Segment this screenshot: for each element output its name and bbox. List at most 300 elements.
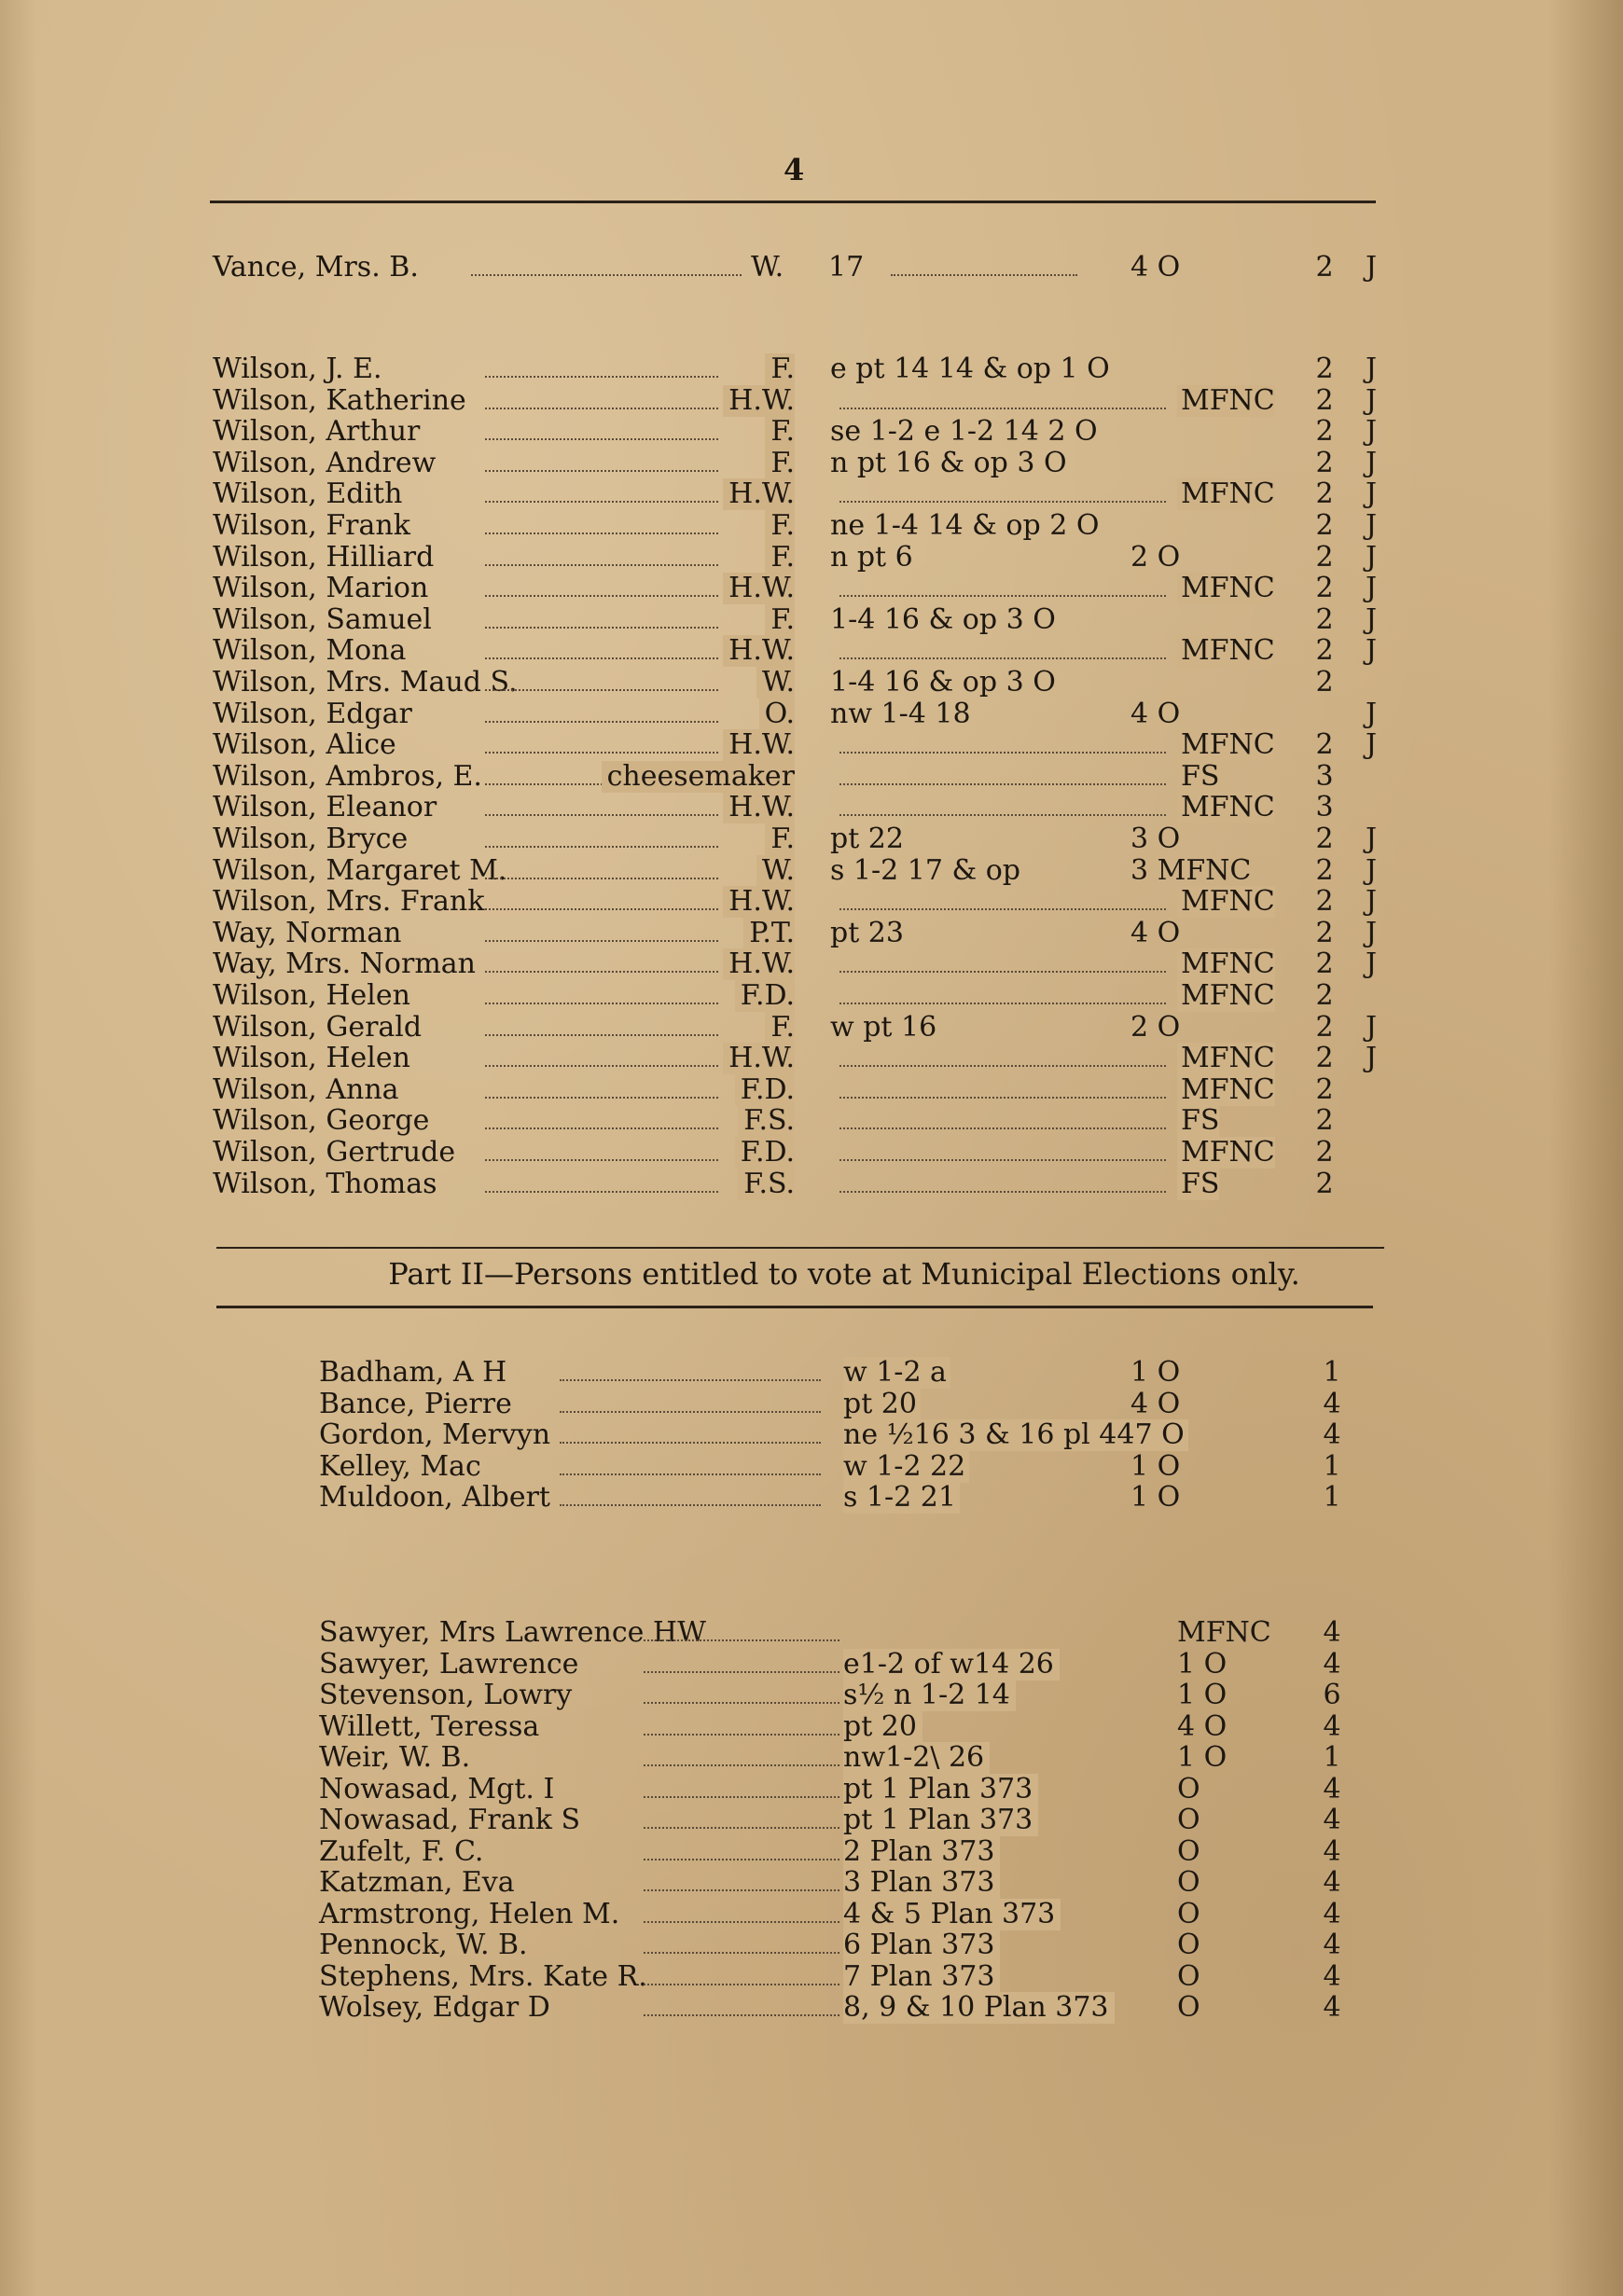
voter-name: Kelley, Mac <box>319 1449 481 1483</box>
voter-name: Katzman, Eva <box>319 1866 515 1899</box>
voter-description: pt 23 <box>830 916 904 949</box>
voter-row <box>0 698 1623 730</box>
voter-jury: J <box>1366 477 1378 511</box>
dot-leader <box>485 940 718 942</box>
voter-ward: 2 <box>1315 1010 1334 1044</box>
dot-leader <box>485 721 718 723</box>
voter-description: pt 1 Plan 373 <box>843 1774 1038 1805</box>
page-number: 4 <box>784 152 805 187</box>
voter-name: Wilson, Hilliard <box>213 540 435 574</box>
voter-occupation: H.W. <box>723 886 795 918</box>
voter-ward: 2 <box>1315 251 1334 284</box>
dot-leader <box>485 470 718 472</box>
voter-poll: O <box>1177 1804 1200 1836</box>
voter-occupation: O. <box>759 698 795 730</box>
voter-poll: O <box>1177 1772 1200 1805</box>
voter-ward: 2 <box>1315 634 1334 668</box>
voter-row <box>0 792 1623 823</box>
dot-leader <box>485 908 718 910</box>
voter-occupation: H.W. <box>723 729 795 761</box>
voter-name: Wilson, Edgar <box>213 697 412 730</box>
voter-name: Wilson, Eleanor <box>213 791 437 824</box>
voter-name: Wilson, Anna <box>213 1072 399 1106</box>
dot-leader <box>839 501 1166 503</box>
dot-leader <box>644 1702 839 1704</box>
voter-ward: 2 <box>1315 509 1334 542</box>
dot-leader <box>485 752 718 754</box>
voter-occupation: H.W. <box>723 1043 795 1074</box>
dot-leader <box>644 1859 839 1860</box>
voter-ward: 4 <box>1323 1897 1341 1930</box>
voter-poll: 4 O <box>1131 251 1181 284</box>
municipal-voter-row <box>0 1357 1623 1389</box>
voter-description: e1-2 of w14 26 <box>843 1649 1060 1681</box>
dot-leader <box>839 971 1166 973</box>
voter-description: n pt 16 & op 3 O <box>830 446 1067 479</box>
voter-status: MFNC <box>1177 1137 1275 1169</box>
voter-jury: J <box>1366 602 1378 636</box>
voter-row <box>0 542 1623 574</box>
voter-description: pt 1 Plan 373 <box>843 1805 1038 1836</box>
voter-name: Wilson, Helen <box>213 1042 410 1075</box>
voter-status: MFNC <box>1177 948 1275 980</box>
voter-row <box>0 918 1623 949</box>
voter-ward: 2 <box>1315 415 1334 449</box>
voter-ward: 4 <box>1323 1418 1341 1451</box>
voter-ward: 3 <box>1315 791 1334 824</box>
dot-leader <box>560 1411 821 1413</box>
dot-leader <box>471 274 742 276</box>
voter-jury: J <box>1366 947 1378 981</box>
voter-description: 2 Plan 373 <box>843 1836 1000 1868</box>
voter-name: Wilson, Alice <box>213 728 396 762</box>
voter-name: Way, Mrs. Norman <box>213 947 476 981</box>
voter-jury: J <box>1366 446 1378 479</box>
voter-row <box>0 510 1623 542</box>
voter-poll: 2 O <box>1131 1010 1181 1044</box>
voter-poll: 1 O <box>1131 1449 1181 1483</box>
voter-jury: J <box>1366 572 1378 605</box>
voter-ward: 2 <box>1315 446 1334 479</box>
dot-leader <box>839 908 1166 910</box>
voter-name: Wilson, Thomas <box>213 1167 437 1200</box>
voter-jury: J <box>1366 634 1378 668</box>
voter-row <box>0 353 1623 385</box>
dot-leader <box>839 1003 1166 1004</box>
voter-poll: 1 O <box>1177 1741 1228 1774</box>
voter-occupation: F. <box>765 823 795 855</box>
voter-name: Gordon, Mervyn <box>319 1418 551 1451</box>
voter-name: Sawyer, Lawrence <box>319 1647 579 1681</box>
dot-leader <box>560 1379 821 1381</box>
voter-name: Nowasad, Mgt. I <box>319 1772 555 1805</box>
dot-leader <box>839 1191 1166 1193</box>
part2-title: Part II—Persons entitled to vote at Municipal Elections only. <box>388 1256 1300 1292</box>
dot-leader <box>485 814 718 816</box>
voter-ward: 2 <box>1315 383 1334 417</box>
voter-name: Bance, Pierre <box>319 1387 512 1420</box>
voter-poll: O <box>1177 1929 1200 1961</box>
dot-leader <box>560 1473 821 1475</box>
voter-description: nw 1-4 18 <box>830 697 971 730</box>
top-rule <box>210 201 1376 203</box>
voter-ward: 2 <box>1315 477 1334 511</box>
voter-row <box>0 823 1623 855</box>
voter-poll: 4 O <box>1131 697 1181 730</box>
dot-leader <box>644 1764 839 1766</box>
voter-name: Wilson, Bryce <box>213 823 409 855</box>
voter-status: MFNC <box>1177 792 1275 823</box>
voter-description: w 1-2 a <box>843 1357 950 1389</box>
dot-leader <box>485 533 718 534</box>
voter-ward: 2 <box>1315 666 1334 698</box>
municipal-voter-row <box>0 1929 1623 1961</box>
voter-description: e pt 14 14 & op 1 O <box>830 353 1110 385</box>
voter-row <box>0 448 1623 479</box>
dot-leader <box>839 657 1166 659</box>
voter-occupation: H.W. <box>723 478 795 510</box>
voter-description: 17 <box>828 251 865 284</box>
voter-description: pt 20 <box>843 1711 922 1743</box>
municipal-voter-row <box>0 1680 1623 1711</box>
voter-status: MFNC <box>1177 385 1275 417</box>
voter-ward: 1 <box>1323 1449 1341 1483</box>
dot-leader <box>485 564 718 566</box>
voter-name: Sawyer, Mrs Lawrence HW <box>319 1616 706 1649</box>
voter-poll: 1 O <box>1177 1647 1228 1681</box>
voter-description: pt 20 <box>843 1389 921 1420</box>
voter-name: Wolsey, Edgar D <box>319 1991 550 2024</box>
voter-description: ne 1-4 14 & op 2 O <box>830 509 1100 542</box>
voter-description: n pt 6 <box>830 540 913 574</box>
voter-row <box>0 573 1623 604</box>
voter-jury: J <box>1366 1010 1378 1044</box>
voter-ward: 2 <box>1315 947 1334 981</box>
voter-name: Vance, Mrs. B. <box>213 251 419 284</box>
voter-row <box>0 667 1623 698</box>
voter-poll: O <box>1177 1991 1200 2024</box>
dot-leader <box>644 2014 839 2016</box>
voter-occupation: F.D. <box>735 1074 795 1106</box>
voter-ward: 4 <box>1323 1804 1341 1836</box>
voter-description: s 1-2 17 & op <box>830 853 1020 887</box>
dot-leader <box>485 1034 718 1036</box>
voter-status: MFNC <box>1177 729 1275 761</box>
municipal-voter-row <box>0 1451 1623 1483</box>
dot-leader <box>485 878 718 879</box>
dot-leader <box>839 1127 1166 1129</box>
voter-row <box>0 980 1623 1012</box>
voter-occupation: H.W. <box>723 573 795 604</box>
voter-name: Way, Norman <box>213 916 402 949</box>
dot-leader <box>560 1504 821 1506</box>
voter-jury: J <box>1366 1042 1378 1075</box>
dot-leader <box>485 1191 718 1193</box>
dot-leader <box>485 438 718 440</box>
voter-description: 4 & 5 Plan 373 <box>843 1899 1061 1930</box>
voter-poll: O <box>1177 1866 1200 1899</box>
voter-ward: 4 <box>1323 1991 1341 2024</box>
voter-ward: 1 <box>1323 1356 1341 1389</box>
voter-name: Wilson, Mrs. Maud S. <box>213 666 518 698</box>
voter-poll: 4 O <box>1177 1709 1228 1743</box>
voter-status: MFNC <box>1177 573 1275 604</box>
voter-occupation: F. <box>765 604 795 636</box>
voter-ward: 4 <box>1323 1387 1341 1420</box>
voter-row <box>0 1012 1623 1044</box>
part2-rule-bottom <box>216 1306 1373 1308</box>
dot-leader <box>839 1159 1166 1161</box>
voter-occupation: F.S. <box>738 1105 795 1137</box>
voter-row <box>0 948 1623 980</box>
voter-jury: J <box>1366 728 1378 762</box>
voter-description: s½ n 1-2 14 <box>843 1680 1016 1711</box>
dot-leader <box>839 595 1166 597</box>
voter-name: Wilson, Katherine <box>213 383 466 417</box>
dot-leader <box>485 1065 718 1067</box>
voter-poll: 1 O <box>1131 1481 1181 1514</box>
municipal-voter-row <box>0 1961 1623 1993</box>
voter-ward: 2 <box>1315 1072 1334 1106</box>
voter-ward: 2 <box>1315 728 1334 762</box>
dot-leader <box>485 376 718 378</box>
voter-description: s 1-2 21 <box>843 1482 960 1514</box>
voter-row <box>0 1105 1623 1137</box>
voter-row-vance <box>0 252 1623 284</box>
voter-description: w 1-2 22 <box>843 1451 969 1483</box>
voter-name: Stevenson, Lowry <box>319 1679 573 1711</box>
dot-leader <box>644 1734 839 1736</box>
voter-row <box>0 1043 1623 1074</box>
dot-leader <box>644 1639 839 1641</box>
voter-status: FS <box>1177 1169 1219 1200</box>
voter-status: MFNC <box>1177 980 1275 1012</box>
voter-poll: 1 O <box>1177 1679 1228 1711</box>
voter-ward: 4 <box>1323 1616 1341 1649</box>
voter-poll: 2 O <box>1131 540 1181 574</box>
dot-leader <box>485 627 718 629</box>
dot-leader <box>485 689 718 691</box>
voter-name: Nowasad, Frank S <box>319 1804 581 1836</box>
voter-occupation: H.W. <box>723 948 795 980</box>
voter-jury: J <box>1366 885 1378 919</box>
voter-name: Wilson, Mrs. Frank <box>213 885 485 919</box>
dot-leader <box>839 814 1166 816</box>
voter-occupation: F. <box>765 353 795 385</box>
dot-leader <box>485 846 718 848</box>
voter-status: FS <box>1177 1105 1219 1137</box>
dot-leader <box>485 1159 718 1161</box>
voter-jury: J <box>1366 697 1378 730</box>
voter-status: MFNC <box>1177 886 1275 918</box>
voter-row <box>0 761 1623 793</box>
municipal-voter-row <box>0 1617 1623 1649</box>
dot-leader <box>839 783 1166 785</box>
voter-name: Zufelt, F. C. <box>319 1834 484 1868</box>
dot-leader <box>644 1671 839 1673</box>
voter-poll: MFNC <box>1177 1616 1271 1649</box>
dot-leader <box>644 1921 839 1923</box>
voter-name: Wilson, Samuel <box>213 602 432 636</box>
voter-ward: 3 <box>1315 759 1334 793</box>
voter-name: Wilson, Marion <box>213 572 429 605</box>
dot-leader <box>839 408 1166 409</box>
voter-name: Armstrong, Helen M. <box>319 1897 620 1930</box>
voter-name: Badham, A H <box>319 1356 507 1389</box>
voter-jury: J <box>1366 415 1378 449</box>
voter-description: 3 Plan 373 <box>843 1867 1000 1899</box>
voter-name: Willett, Teressa <box>319 1709 540 1743</box>
voter-ward: 4 <box>1323 1834 1341 1868</box>
dot-leader <box>644 1952 839 1954</box>
municipal-voter-row <box>0 1419 1623 1451</box>
voter-description: se 1-2 e 1-2 14 2 O <box>830 415 1098 449</box>
voter-occupation: P.T. <box>743 918 795 949</box>
voter-jury: J <box>1366 823 1378 855</box>
dot-leader <box>839 1097 1166 1099</box>
municipal-voter-row <box>0 1649 1623 1681</box>
voter-ward: 1 <box>1323 1481 1341 1514</box>
voter-poll: O <box>1177 1834 1200 1868</box>
voter-description: 8, 9 & 10 Plan 373 <box>843 1992 1115 2024</box>
voter-ward: 2 <box>1315 540 1334 574</box>
voter-jury: J <box>1366 540 1378 574</box>
voter-occupation: F.S. <box>738 1169 795 1200</box>
voter-ward: 4 <box>1323 1709 1341 1743</box>
voter-name: Stephens, Mrs. Kate R. <box>319 1959 647 1993</box>
municipal-voter-row <box>0 1774 1623 1805</box>
voter-row <box>0 385 1623 417</box>
voter-ward: 2 <box>1315 1136 1334 1169</box>
voter-ward: 2 <box>1315 353 1334 385</box>
voter-ward: 2 <box>1315 853 1334 887</box>
voter-ward: 2 <box>1315 1042 1334 1075</box>
voter-name: Wilson, Andrew <box>213 446 437 479</box>
voter-ward: 6 <box>1323 1679 1341 1711</box>
voter-occupation: H.W. <box>723 635 795 667</box>
voter-occupation: H.W. <box>723 385 795 417</box>
voter-occupation: cheesemaker <box>602 761 795 793</box>
voter-status: MFNC <box>1177 478 1275 510</box>
dot-leader <box>644 1827 839 1829</box>
voter-status: MFNC <box>1177 635 1275 667</box>
voter-description: nw1-2\ 26 <box>843 1742 990 1774</box>
voter-occupation: F. <box>765 542 795 574</box>
voter-status: MFNC <box>1177 1043 1275 1074</box>
voter-jury: J <box>1366 509 1378 542</box>
voter-row <box>0 416 1623 448</box>
municipal-voter-row <box>0 1899 1623 1930</box>
voter-name: Wilson, Mona <box>213 634 407 668</box>
voter-jury: J <box>1366 353 1378 385</box>
voter-name: Wilson, George <box>213 1104 430 1138</box>
voter-occupation: F. <box>765 510 795 542</box>
dot-leader <box>485 595 718 597</box>
voter-name: Wilson, Gertrude <box>213 1136 456 1169</box>
voter-poll: 3 MFNC <box>1131 853 1252 887</box>
voter-ward: 4 <box>1323 1772 1341 1805</box>
voter-poll: O <box>1177 1959 1200 1993</box>
voter-ward: 2 <box>1315 916 1334 949</box>
voter-ward: 2 <box>1315 572 1334 605</box>
voter-description: 1-4 16 & op 3 O <box>830 602 1056 636</box>
voter-ward: 2 <box>1315 823 1334 855</box>
dot-leader <box>485 408 718 409</box>
voter-name: Wilson, Gerald <box>213 1010 423 1044</box>
voter-row <box>0 1169 1623 1200</box>
voter-jury: J <box>1366 916 1378 949</box>
dot-leader <box>485 1097 718 1099</box>
voter-row <box>0 886 1623 918</box>
voter-ward: 1 <box>1323 1741 1341 1774</box>
voter-description: 6 Plan 373 <box>843 1929 1000 1961</box>
dot-leader <box>485 1003 718 1004</box>
voter-occupation: W. <box>751 251 784 284</box>
voter-ward: 2 <box>1315 979 1334 1012</box>
voter-name: Wilson, Margaret M. <box>213 853 507 887</box>
voter-name: Wilson, Helen <box>213 979 410 1012</box>
municipal-voter-row <box>0 1482 1623 1514</box>
dot-leader <box>560 1442 821 1444</box>
voter-row <box>0 1074 1623 1106</box>
voter-poll: 3 O <box>1131 823 1181 855</box>
voter-ward: 2 <box>1315 602 1334 636</box>
voter-status: MFNC <box>1177 1074 1275 1106</box>
dot-leader <box>485 501 718 503</box>
voter-row <box>0 478 1623 510</box>
municipal-voter-row <box>0 1742 1623 1774</box>
voter-name: Wilson, J. E. <box>213 353 382 385</box>
voter-poll: 1 O <box>1131 1356 1181 1389</box>
voter-name: Pennock, W. B. <box>319 1929 528 1961</box>
voter-ward: 4 <box>1323 1866 1341 1899</box>
dot-leader <box>644 1889 839 1891</box>
dot-leader <box>644 1796 839 1798</box>
dot-leader <box>485 1127 718 1129</box>
voter-jury: J <box>1366 251 1378 284</box>
municipal-voter-row <box>0 1389 1623 1420</box>
voter-occupation: H.W. <box>723 792 795 823</box>
dot-leader <box>891 274 1077 276</box>
municipal-voter-row <box>0 1711 1623 1743</box>
dot-leader <box>839 752 1166 754</box>
voter-jury: J <box>1366 853 1378 887</box>
voter-row <box>0 729 1623 761</box>
voter-description: 1-4 16 & op 3 O <box>830 666 1056 698</box>
voter-description: ne ½16 3 & 16 pl 447 O <box>843 1419 1188 1451</box>
voter-occupation: F.D. <box>735 980 795 1012</box>
voter-name: Muldoon, Albert <box>319 1481 550 1514</box>
voter-row <box>0 604 1623 636</box>
voter-occupation: F. <box>765 1012 795 1044</box>
voter-ward: 4 <box>1323 1647 1341 1681</box>
voter-occupation: F. <box>765 448 795 479</box>
voter-ward: 2 <box>1315 885 1334 919</box>
voter-jury: J <box>1366 383 1378 417</box>
voter-row <box>0 855 1623 887</box>
dot-leader <box>839 1065 1166 1067</box>
dot-leader <box>644 1984 839 1985</box>
voter-occupation: F.D. <box>735 1137 795 1169</box>
municipal-voter-row <box>0 1992 1623 2024</box>
voter-name: Wilson, Arthur <box>213 415 421 449</box>
voter-occupation: F. <box>765 416 795 448</box>
municipal-voter-row <box>0 1805 1623 1836</box>
voter-ward: 2 <box>1315 1104 1334 1138</box>
municipal-voter-row <box>0 1836 1623 1868</box>
municipal-voter-row <box>0 1867 1623 1899</box>
voter-ward: 4 <box>1323 1959 1341 1993</box>
